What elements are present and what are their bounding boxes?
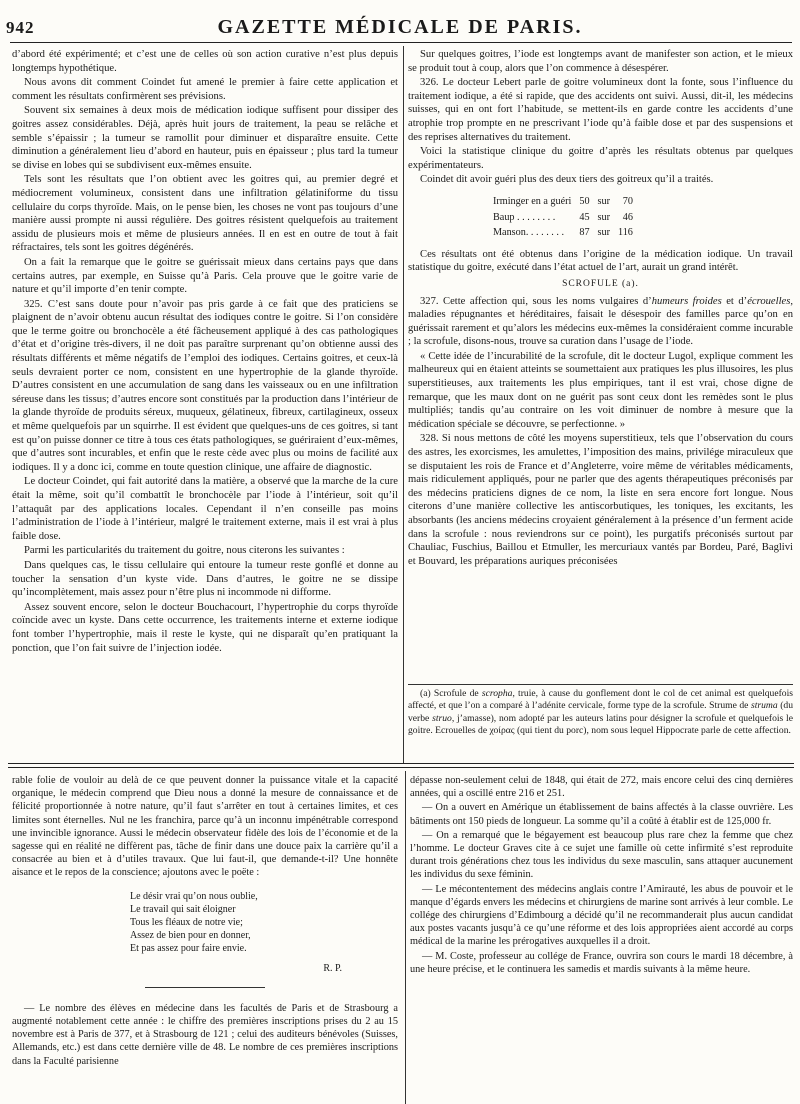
poem-line: Et pas assez pour faire envie. [130, 943, 247, 955]
paragraph [408, 295, 793, 349]
paragraph: rable folie de vouloir au delà de ce que peuvent donner la puissance vitale et la capacité organique, le médecin comprend que Dieu nous a donné la mesure de connaissance et de félicité proportionnée à notre nature, qu’il faut s’arrêter en tout à certaines limites, et ces limites sont éternelles. Nul ne les franchira, parce qu’à un inconnu impénétrable correspond une invincible ignorance. Aussi le médecin observateur fidèle des lois de l’économie et de la sagesse qui en réalité ne diffèrent pas, tâche de finir dans une douce paix la carrière qu’il a consacrée au bien et à d’utiles travaux. Que lui faut-il, que demande-t-il? Une honnête aisance et le repos de la conscience; ajoutons avec le poëte : [12, 775, 398, 879]
text-run: , j’amasse), nom adopté par les auteurs latins pour désigner la scrofule et quelquefois le goitre. Ecrouelles de χοίρας (qui tient du porc), nom sous lequel Hippocrate parle de cette affection. [408, 712, 793, 736]
poem [130, 890, 398, 956]
column-1 [12, 48, 398, 758]
short-rule [145, 987, 265, 988]
paragraph: dépasse non-seulement celui de 1848, qui était de 272, mais encore celui des cinq dernières années, qui a oscillé entre 216 et 251. [410, 775, 793, 800]
text-run: et d’ [721, 295, 748, 307]
footnote [408, 688, 793, 756]
text-run: (a) Scrofule de [420, 688, 482, 699]
stats-row [490, 226, 636, 240]
paragraph: Sur quelques goitres, l’iode est longtemps avant de manifester son action, et le mieux se produit tout à coup, alors que l’on commence à désespérer. [408, 49, 793, 74]
poem-line: Le désir vrai qu’on nous oublie, [130, 890, 258, 902]
column-3 [12, 774, 398, 1102]
italic-term: struo [432, 712, 452, 724]
section-separator-rule [8, 767, 794, 768]
paragraph: Tels sont les résultats que l’on obtient avec les goitres qui, au premier degré et médiocrement volumineux, consistent dans une infiltration gélatiniforme du tissu cellulaire du corps thyroïde. Mais, on le pense bien, les choses ne vont pas toujours d’une manière aussi prompte ni aussi régulière. Des goitres résistent quelquefois au traitement assidu de plusieurs mois et même de plusieurs années. Il en est en outre de tout à fait réfractaires, tels sont les goitres dégénérés. [12, 174, 398, 254]
poem-line: Assez de bien pour en donner, [130, 930, 251, 942]
paragraph: « Cette idée de l’incurabilité de la scrofule, dit le docteur Lugol, explique comment les malheureux qui en étaient atteints se soumettaient aux pratiques les plus illusoires, les plus superstitieuses, aux traitements les plus empiriques, tant il est vrai, chose digne de remarque, que les maux dont on ne guérit pas sont ceux dont les remèdes sont le plus multipliés; tandis qu’au contraire on les voit diminuer de nombre à mesure que la médication spéciale se découvre, se perfectionne. » [408, 350, 793, 430]
stats-name: Manson. . . . . . . . [493, 227, 565, 239]
footnote-rule [408, 684, 793, 685]
section-separator-rule [8, 763, 794, 764]
page-header [0, 2, 800, 42]
news-item: — Le mécontentement des médecins anglais contre l’Amirauté, les abus de pouvoir et le manque d’égards envers les médecins et chirurgiens de marine sont arrivés à leur comble. Le collége des chirurgiens d’Edimbourg a décidé qu’il ne recommanderait plus aucun candidat aux postes vacants jusqu’à ce qu’une réforme et des lois appropriées aient accordé au corps médical de la marine les prérogatives auxquelles il a droit. [410, 883, 793, 948]
column-2 [408, 48, 793, 680]
stats-row [490, 195, 636, 209]
stats-cured: 87 [579, 227, 590, 239]
goitre-statistics-table [488, 193, 638, 242]
paragraph: Souvent six semaines à deux mois de médication iodique suffisent pour dissiper des goitres assez considérables. Déjà, après huit jours de traitement, la peau se relâche et semble s’épaissir ; la tumeur se ramollit pour diminuer et disparaître ensuite. Cette diminution a généralement lieu d’abord en hauteur, puis en épaisseur ; plus tard la tumeur se divise en lobes qui se subdivisent eux-mêmes ensuite. [12, 105, 398, 171]
paragraph: 326. Le docteur Lebert parle de goitre volumineux dont la fonte, sous l’influence du traitement iodique, a été si rapide, que des accidents ont suivi. Aussi, dit-il, les médecins suisses, qui en ont fort l’habitude, se mettent-ils en garde contre les accidents d’une atrophie trop prompte en ne prescrivant l’iode qu’à faible dose et par des suspensions et des reprises alternatives du traitement. [408, 77, 793, 143]
stats-total: 116 [618, 227, 633, 239]
stats-row [490, 211, 636, 225]
italic-term: humeurs froides [651, 295, 722, 307]
header-rule [10, 42, 792, 43]
journal-title: GAZETTE MÉDICALE DE PARIS. [217, 16, 583, 38]
paragraph: 328. Si nous mettons de côté les moyens superstitieux, tels que l’observation du cours des astres, les exorcismes, les amulettes, l’imposition des mains, privilége miraculeux que se disputaient les rois de France et d’Angleterre, voire même de véritables médicaments, mais ridiculement appliqués, pour ne parler que des agents thérapeutiques préconisés par des médecins praticiens dignes de ce nom, la liste en sera encore fort longue. Nous citerons d’une manière collective les antiscorbutiques, les toniques, les excitants, les absorbants (les anciens médecins croyaient généralement à la présence d’un ferment acide dans la scrofule : nous reviendrons sur ce point), les purgatifs préconisés surtout par Chauliac, Fuschius, Baillou et Etmuller, les mercuriaux vantés par Bordeu, Paré, Baglivi et Bouvard, les préparations auriques préconisées [408, 433, 793, 567]
news-item: — On a ouvert en Amérique un établissement de bains affectés à la classe ouvrière. Les bâtiments ont 150 pieds de longueur. La somme qu’il a coûté à établir est de 125,000 fr. [410, 802, 793, 827]
text-run: , truie, à cause du gonflement dont le col de cet animal est quelquefois affecté, et que l’on a comparé à l’adénite cervicale, forme type de la scrofule. Strume de [408, 688, 793, 712]
text-run: 327. Cette affection qui, sous les noms vulgaires d’ [420, 295, 652, 307]
poem-line: Le travail qui sait éloigner [130, 903, 236, 915]
page-number: 942 [6, 18, 35, 37]
paragraph: On a fait la remarque que le goitre se guérissait mieux dans certains pays que dans certains autres, par exemple, en Suisse qu’à Paris. Cela prouve que le goitre varie de nature et qu’il importe d’en tenir compte. [12, 256, 398, 296]
stats-total: 46 [622, 211, 633, 223]
stats-cured: 50 [579, 195, 590, 207]
news-item: — On a remarqué que le bégayement est beaucoup plus rare chez la femme que chez l’homme. Le docteur Graves cite à ce sujet une famille où cette infirmité s’est reproduite durant trois générations chez tous les individus du sexe masculin, sans attaquer aucunement les individus du sexe féminin. [410, 829, 793, 881]
stats-total: 70 [622, 195, 633, 207]
italic-term: scropha [481, 688, 513, 699]
stats-name: Irminger en a guéri [493, 195, 572, 207]
paragraph: Assez souvent encore, selon le docteur Bouchacourt, l’hypertrophie du corps thyroïde coïncide avec un kyste. Dans cette occurrence, les traitements interne et externe iodique font tomber l’hypertrophie, mais il reste le kyste, qui ne disparaît qu’en pratiquant la ponction, que l’on fait suivre de l’injection iodée. [12, 601, 398, 654]
paragraph: d’abord été expérimenté; et c’est une de celles où son action curative n’est plus depuis longtemps hypothétique. [12, 49, 398, 74]
poem-line: Tous les fléaux de notre vie; [130, 917, 243, 929]
text-run: , maladies répugnantes et héréditaires, faisait le désespoir des familles parce qu’on en guérissait rarement et qu’alors les médecins eux-mêmes la considéraient comme incurable ; la scrofule, disons-nous, trouve sa curation dans l’usage de l’iode. [408, 295, 793, 348]
paragraph: Coindet dit avoir guéri plus des deux tiers des goitreux qu’il a traités. [420, 174, 714, 186]
stats-name: Baup . . . . . . . . [493, 211, 556, 223]
footnote-text [408, 688, 793, 737]
paragraph: Parmi les particularités du traitement du goitre, nous citerons les suivantes : [24, 545, 345, 557]
italic-term: struma [751, 700, 778, 712]
stats-sur: sur [597, 227, 610, 239]
paragraph: 325. C’est sans doute pour n’avoir pas pris garde à ce fait que des praticiens se plaignent de n’avoir obtenu aucun résultat des iodiques contre le goitre. Si l’on considère que le terme goitre ou bronchocèle a été fâcheusement appliqué à des cas pathologiques d’état et d’origine très-divers, il ne doit pas paraître surprenant qu’on obtienne aussi des résultats différents et même négatifs de l’emploi des iodiques. Certains goitres, et ceux-là seuls devraient porter ce nom, consistent en une hypertrophie de la glande thyroïde. D’autres consistent en une accumulation de sang dans les vaisseaux ou en une infiltration séreuse dans les tissus; d’autres encore sont constitués par la production dans l’intérieur de la glande thyroïde de produits séreux, muqueux, gélatineux, fibreux, cartilagineux, osseux et même quelquefois par un squirrhe. Il est évident que quelques-uns de ces goitres, si tant est qu’on puisse donner ce titre à tous ces états pathologiques, se guériraient d’eux-mêmes, que d’autres sont incurables, et enfin que le reste cède avec plus ou moins de facilité aux iodiques. Il y a donc ici, comme en toute question clinique, une affaire de diagnostic. [12, 298, 398, 473]
stats-sur: sur [597, 195, 610, 207]
paragraph: Nous avons dit comment Coindet fut amené le premier à faire cette application et comment les résultats confirmèrent ses prévisions. [12, 77, 398, 102]
section-title: SCROFULE (a). [562, 278, 639, 289]
signature: R. P. [323, 962, 342, 974]
stats-cured: 45 [579, 211, 590, 223]
text-run: (du verbe [408, 700, 793, 724]
news-item: — Le nombre des élèves en médecine dans les facultés de Paris et de Strasbourg a augmenté notablement cette année : le chiffre des premières inscriptions prises du 2 au 15 novembre est à Paris de 377, et à Strasbourg de 121 ; celui des auditeurs bénévoles (Suisses, Allemands, etc.) est dans cette dernière ville de 48. Le nombre de ces premières inscriptions dans la Faculté parisienne [12, 1002, 398, 1067]
column-divider-upper [403, 46, 404, 764]
italic-term: écrouelles [747, 295, 791, 307]
news-item: — M. Coste, professeur au collége de France, ouvrira son cours le mardi 18 décembre, à une heure précise, et le continuera les samedis et mardis suivants à la même heure. [410, 950, 793, 975]
paragraph: Ces résultats ont été obtenus dans l’origine de la médication iodique. Un travail statistique du goitre, exécuté dans l’état actuel de l’art, aurait un grand intérêt. [408, 248, 793, 274]
column-4 [410, 774, 793, 1102]
paragraph: Dans quelques cas, le tissu cellulaire qui entoure la tumeur reste gonflé et donne au toucher la sensation d’un kyste vide. Dans d’autres, le goitre ne se dissipe qu’incomplètement, mais assez pour n’être plus ni incommode ni difforme. [12, 559, 398, 599]
paragraph: Le docteur Coindet, qui fait autorité dans la matière, a observé que la marche de la cure était la même, soit qu’il combattît le bronchocèle par l’iode à l’intérieur, soit qu’il l’attaquât par des applications locales. Cependant il n’en conseille pas moins l’administration de l’iode à l’intérieur, malgré le traitement externe, mais il est vrai à plus faible dose. [12, 476, 398, 542]
stats-sur: sur [597, 211, 610, 223]
column-divider-lower [405, 771, 406, 1104]
paragraph: Voici la statistique clinique du goitre d’après les résultats obtenus par quelques expérimentateurs. [408, 146, 793, 171]
